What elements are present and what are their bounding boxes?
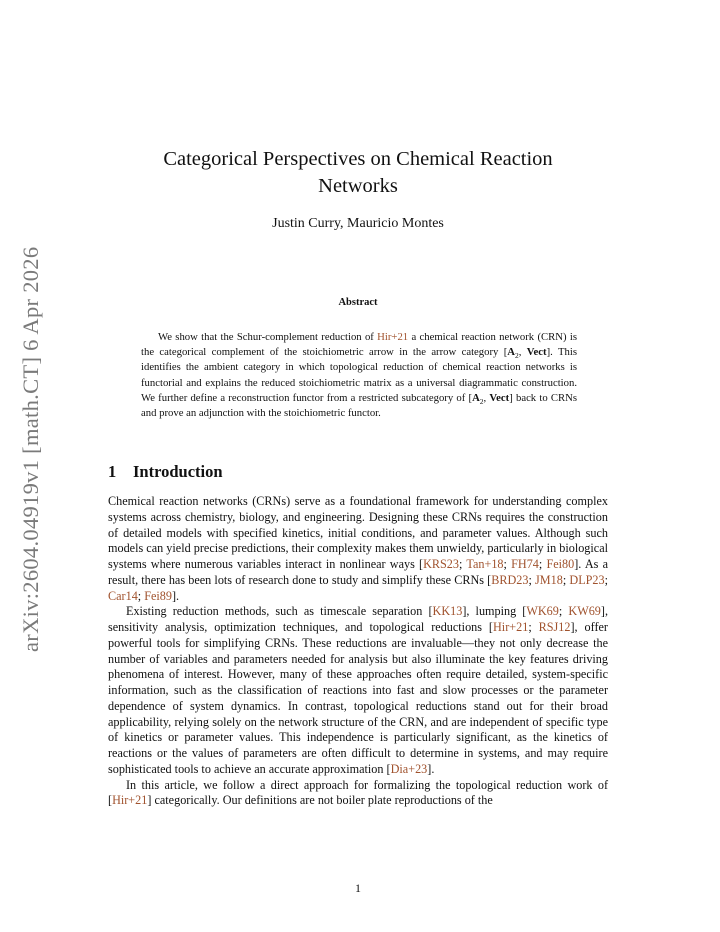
math-symbol-vect: Vect [489, 391, 510, 404]
citation-link[interactable]: Fei80 [546, 557, 575, 571]
citation-separator: ; [528, 620, 539, 634]
citation-link[interactable]: FH74 [511, 557, 539, 571]
para-text: ]. As a result, there has been lots of research done to study and simplify these CRNs [ [108, 557, 608, 587]
math-symbol-a: A [507, 346, 516, 359]
abstract-text-3: ]. This identifies the ambient category in which topological reduction of chemical reaction networks is functorial and explains the reduced stoichiometric matrix as a universal diagrammatic construction. We further define a reconstruction functor from a restricted subcategory of [ [141, 346, 577, 404]
citation-link[interactable]: Tan+18 [466, 557, 504, 571]
paragraph-1 [108, 494, 608, 604]
arxiv-sidebar-stamp [18, 246, 52, 652]
citation-link[interactable]: RSJ12 [538, 620, 571, 634]
para-text: ] categorically. Our definitions are not boiler plate reproductions of the [147, 793, 493, 808]
section-number: 1 [108, 462, 117, 481]
citation-link[interactable]: Car14 [108, 588, 138, 603]
citation-separator: ; [459, 557, 467, 571]
para-text: ], lumping [ [462, 604, 527, 619]
citation-link[interactable]: Hir+21 [377, 331, 409, 343]
para-text: ], offer powerful tools for simplifying CRNs. These reductions are invaluable—they not only decrease the number of variables and parameters needed for analysis but also illuminate the key features driving phenomena of interest. However, many of these approaches often require detailed, system-specific information, such as the classification of reactions into fast and slow processes or the parameter dependence of system dynamics. In contrast, topological reductions stand out for their broad applicability, relying solely on the network structure of the CRN, and are independent of specific type of kinetics or parameter values. This independence is particularly significant, as the kinetics of reactions or the values of parameters are often difficult to determine in systems, and may require sophisticated tools to achieve an accurate approximation [ [108, 620, 608, 776]
body-text [108, 494, 608, 809]
citation-link[interactable]: KW69 [568, 604, 601, 619]
page-number: 1 [355, 881, 361, 895]
paper-authors: Justin Curry, Mauricio Montes [272, 216, 444, 231]
abstract-text [141, 330, 577, 421]
abstract-heading: Abstract [338, 297, 378, 308]
math-symbol-vect: Vect [526, 346, 547, 359]
citation-link[interactable]: JM18 [535, 572, 563, 587]
citation-link[interactable]: BRD23 [491, 572, 529, 587]
math-subscript: 2 [479, 396, 484, 406]
paragraph-3 [108, 778, 608, 810]
title-line-1: Categorical Perspectives on Chemical Reaction [163, 148, 553, 170]
para-text: In this article, we follow a direct approach for formalizing the topological reduction work of [ [108, 777, 608, 808]
citation-link[interactable]: Hir+21 [112, 793, 148, 808]
abstract-text-1: We show that the Schur-complement reduction of [158, 331, 378, 343]
citation-link[interactable]: DLP23 [569, 572, 605, 587]
citation-separator: ; [503, 557, 512, 571]
citation-separator: ; [558, 604, 569, 619]
section-heading [108, 462, 223, 482]
math-separator: , [518, 346, 527, 359]
citation-link[interactable]: Dia+23 [390, 761, 428, 776]
citation-separator: ; [604, 572, 608, 587]
paper-title [108, 146, 608, 200]
para-text: Chemical reaction networks (CRNs) serve as a foundational framework for understanding complex systems across chemistry, biology, and engineering. Designing these CRNs requires the construction of detailed models with specified kinetics, initial conditions, and parameter values. Although such models can yield precise predictions, their complexity makes them unwieldy, particularly in biological systems where numerous variables interact in nonlinear ways [ [108, 494, 608, 571]
citation-link[interactable]: WK69 [526, 604, 559, 619]
math-separator: , [483, 391, 490, 404]
para-text: ]. [427, 761, 435, 776]
citation-separator: ; [528, 572, 536, 587]
para-text: Existing reduction methods, such as timescale separation [ [126, 604, 433, 619]
citation-separator: ; [538, 557, 547, 571]
para-text: ], sensitivity analysis, optimization techniques, and topological reductions [ [108, 604, 608, 634]
citation-link[interactable]: Fei89 [144, 588, 172, 603]
math-symbol-a: A [472, 391, 480, 404]
math-subscript: 2 [515, 351, 519, 361]
citation-separator: ; [562, 572, 570, 587]
arxiv-identifier: arXiv:2604.04919v1 [math.CT] 6 Apr 2026 [18, 246, 43, 652]
paragraph-2 [108, 604, 608, 777]
section-title: Introduction [133, 462, 223, 481]
citation-link[interactable]: Hir+21 [493, 620, 529, 634]
abstract-text-2: a chemical reaction network (CRN) is the categorical complement of the stoichiometric arrow in the arrow category [ [141, 331, 577, 359]
citation-link[interactable]: KK13 [432, 604, 463, 619]
para-text: ]. [172, 588, 180, 603]
abstract-text-4: ] back to CRNs and prove an adjunction with the stoichiometric functor. [141, 391, 577, 420]
title-line-2: Networks [318, 175, 398, 197]
citation-separator: ; [137, 588, 145, 603]
citation-link[interactable]: KRS23 [423, 557, 459, 571]
